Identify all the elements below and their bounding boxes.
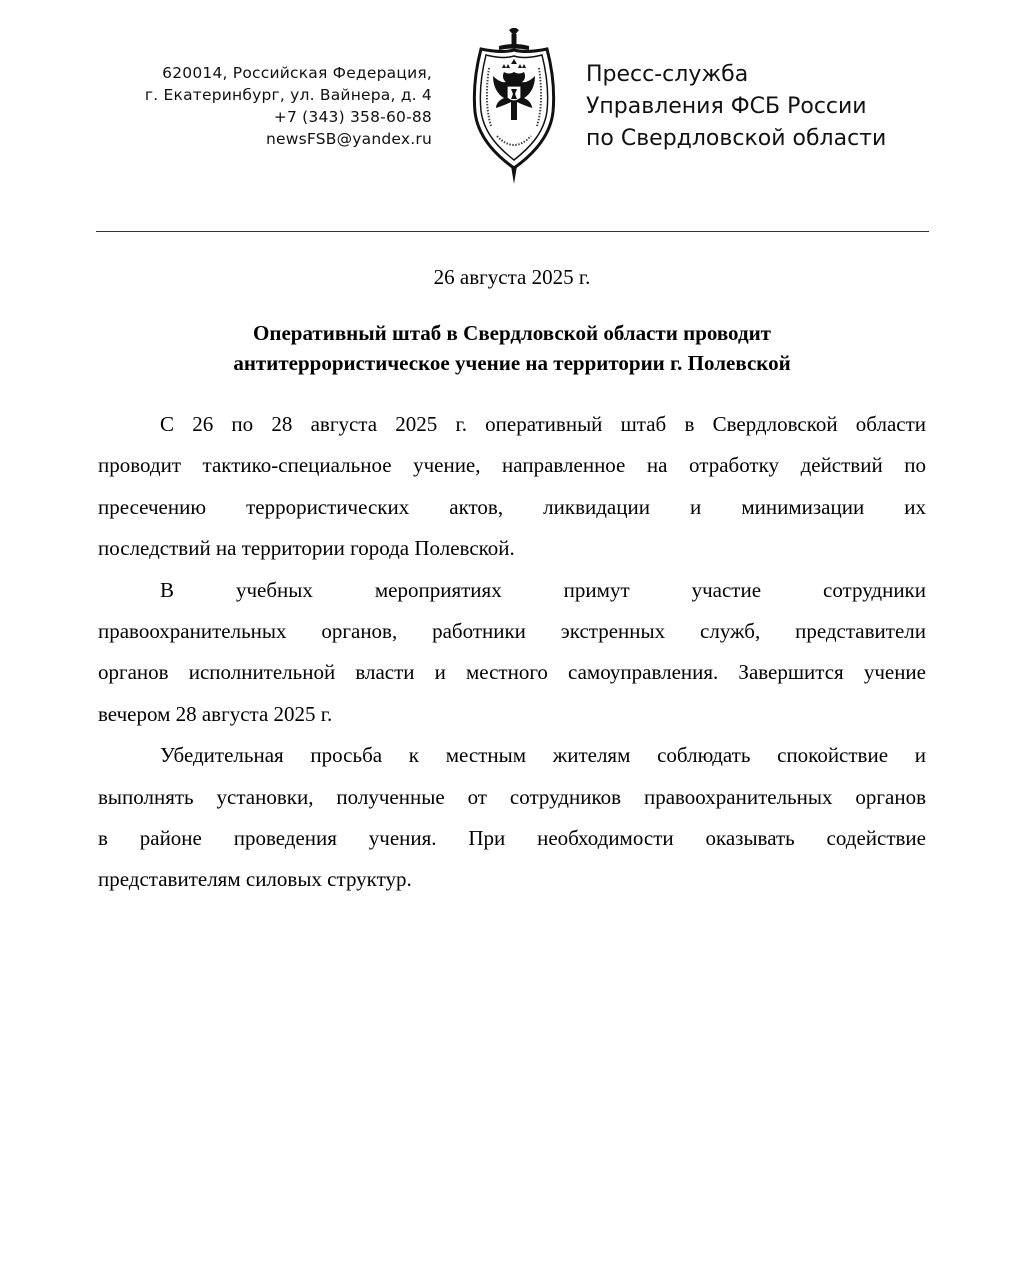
contact-address [145, 62, 432, 150]
fsb-shield-emblem-icon [469, 28, 559, 186]
paragraph-line: Убедительная просьба к местным жителям соблюдать спокойствие и [160, 743, 926, 768]
press-line-1: Пресс-служба [586, 62, 749, 87]
document-title [96, 318, 928, 378]
paragraph-line: С 26 по 28 августа 2025 г. оперативный штаб в Свердловской области [160, 412, 926, 436]
phone-number: +7 (343) 358-60-88 [273, 108, 432, 126]
paragraph-line: правоохранительных органов, работники экстренных служб, представители [98, 618, 926, 643]
paragraph-line: проводит тактико-специальное учение, направленное на отработку действий по [98, 453, 926, 478]
paragraph-line: выполнять установки, полученные от сотрудников правоохранительных органов [98, 784, 926, 809]
email-address: newsFSB@yandex.ru [265, 130, 432, 148]
paragraph-line: последствий на территории города Полевской. [98, 536, 515, 561]
paragraph-line: в районе проведения учения. При необходимости оказывать содействие [98, 825, 926, 850]
paragraph-1 [98, 404, 926, 570]
press-line-2: Управления ФСБ России [586, 94, 867, 119]
press-service-title [586, 59, 886, 155]
address-line-postal: 620014, Российская Федерация, [162, 64, 432, 82]
title-line-1: Оперативный штаб в Свердловской области проводит [253, 321, 771, 345]
title-line-2: антитеррористическое учение на территории г. Полевской [233, 351, 791, 375]
press-line-3: по Свердловской области [586, 126, 887, 151]
paragraph-line: представителям силовых структур. [98, 867, 412, 892]
paragraph-line: вечером 28 августа 2025 г. [98, 701, 333, 726]
address-line-street: г. Екатеринбург, ул. Вайнера, д. 4 [144, 86, 432, 104]
header-divider [96, 231, 929, 232]
document-body [98, 404, 926, 901]
paragraph-3 [98, 735, 926, 901]
letterhead [0, 0, 1024, 232]
document-date: 26 августа 2025 г. [433, 265, 591, 289]
paragraph-line: органов исполнительной власти и местного самоуправления. Завершится учение [98, 660, 926, 685]
paragraph-line: В учебных мероприятиях примут участие сотрудники [160, 577, 926, 602]
paragraph-line: пресечению террористических актов, ликвидации и минимизации их [98, 494, 926, 519]
paragraph-2 [98, 570, 926, 736]
